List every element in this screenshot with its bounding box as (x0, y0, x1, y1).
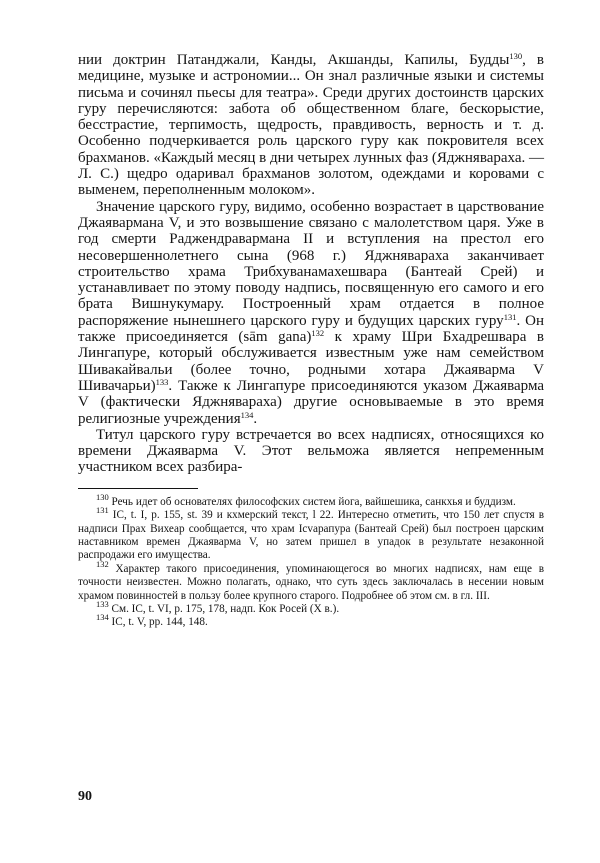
footnote-separator (78, 488, 198, 489)
footnote (78, 612, 544, 629)
main-text (78, 52, 544, 476)
paragraph-3: Титул царского гуру встречается во всех надписях, относящихся ко времени Джаяварма V. Этот вельможа является непременным участником всех разбира- (78, 426, 544, 476)
footnote (78, 558, 545, 603)
footnotes (78, 491, 545, 630)
paragraph-2-part-c: к храму Шри Бхадрешвара в Лингапуре, который обслуживается известным уже нам семейством Шивакайвальи (более точно, родными хотара Джаяварма V Шивачарьи) (78, 329, 544, 394)
footnote-number: 130 (96, 491, 109, 502)
footnote (78, 505, 544, 563)
footnote-text: Характер такого присоединения, упоминающегося во многих надписях, нам еще в точности неизвестен. Можно полагать, однако, что суть здесь заключалась в несении новым храмом повинностей в пользу более крупного старого. Подробнее об этом см. в гл. III. (78, 562, 545, 602)
book-page (78, 52, 544, 630)
paragraph-1-part-a: нии доктрин Патанджали, Канды, Акшанды, Капилы, Будды (78, 52, 510, 68)
footnote-number: 134 (96, 612, 109, 623)
paragraph-2-part-e: . (253, 410, 258, 427)
footnote (78, 491, 544, 509)
page-number: 90 (78, 789, 92, 804)
footnote-ref-131: 131 (503, 311, 517, 322)
footnote-text: Речь идет об основателях философских систем йога, вайшешика, санкхья и буддизм. (111, 495, 516, 508)
paragraph-2-part-b: . Он также присоединяется (sām gana) (78, 312, 544, 346)
footnote-text: См. IC, t. VI, p. 175, 178, надп. Кок Росей (X в.). (111, 602, 340, 615)
footnote (78, 598, 544, 616)
footnote-ref-133: 133 (155, 376, 169, 387)
footnote-ref-130: 130 (509, 51, 523, 61)
footnote-ref-132: 132 (311, 328, 325, 339)
paragraph-2 (78, 199, 544, 427)
paragraph-1-part-b: , в медицине, музыке и астрономии... Он знал различные языки и системы письма и сочинял пьесы для театра». Среди других достоинств царских гуру перечисляются: забота об общественном благе, бескорыстие, бесстрастие, терпимость, щедрость, правдивость, верность и т. д. Особенно подчеркивается роль царского гуру как покровителя всех брахманов. «Каждый месяц в дни четырех лунных фаз (Яджнявараха. — Л. С.) щедро одаривал брахманов золотом, одеждами и коровами с выменем, переполненным молоком». (78, 52, 544, 199)
footnote-number: 131 (96, 505, 109, 516)
footnote-text: IC, t. I, p. 155, st. 39 и кхмерский текст, l 22. Интересно отметить, что 150 лет спустя в надписи Прах Вихеар сообщается, что храм Ісvарапура (Бантеай Срей) был построен царским наставником времен Джаяварма V, но затем пришел в упадок в результате незаконной распродажи его имущества. (78, 509, 544, 562)
footnote-ref-134: 134 (240, 409, 254, 420)
footnote-number: 132 (96, 558, 109, 569)
paragraph-2-part-d: . Также к Лингапуре присоединяются указом Джаяварма V (фактически Яджнявараха) другие основываемые в это время религиозные учреждения (78, 377, 544, 427)
paragraph-1 (78, 52, 544, 199)
footnote-text: IC, t. V, pp. 144, 148. (111, 616, 208, 629)
paragraph-2-part-a: Значение царского гуру, видимо, особенно возрастает в царствование Джаявармана V, и это возвышение связано с малолетством царя. Уже в год смерти Раджендравармана II и вступления на престол его несовершеннолетнего сына (968 г.) Яджнявараха заканчивает строительство храма Трибхуванамахешвара (Бантеай Срей) и устанавливает по этому поводу надпись, посвященную его самого и его брата Вишнукумару. Построенный храм отдается в полное распоряжение нынешнего царского гуру и будущих царских гуру (78, 198, 544, 329)
footnote-number: 133 (96, 598, 109, 609)
